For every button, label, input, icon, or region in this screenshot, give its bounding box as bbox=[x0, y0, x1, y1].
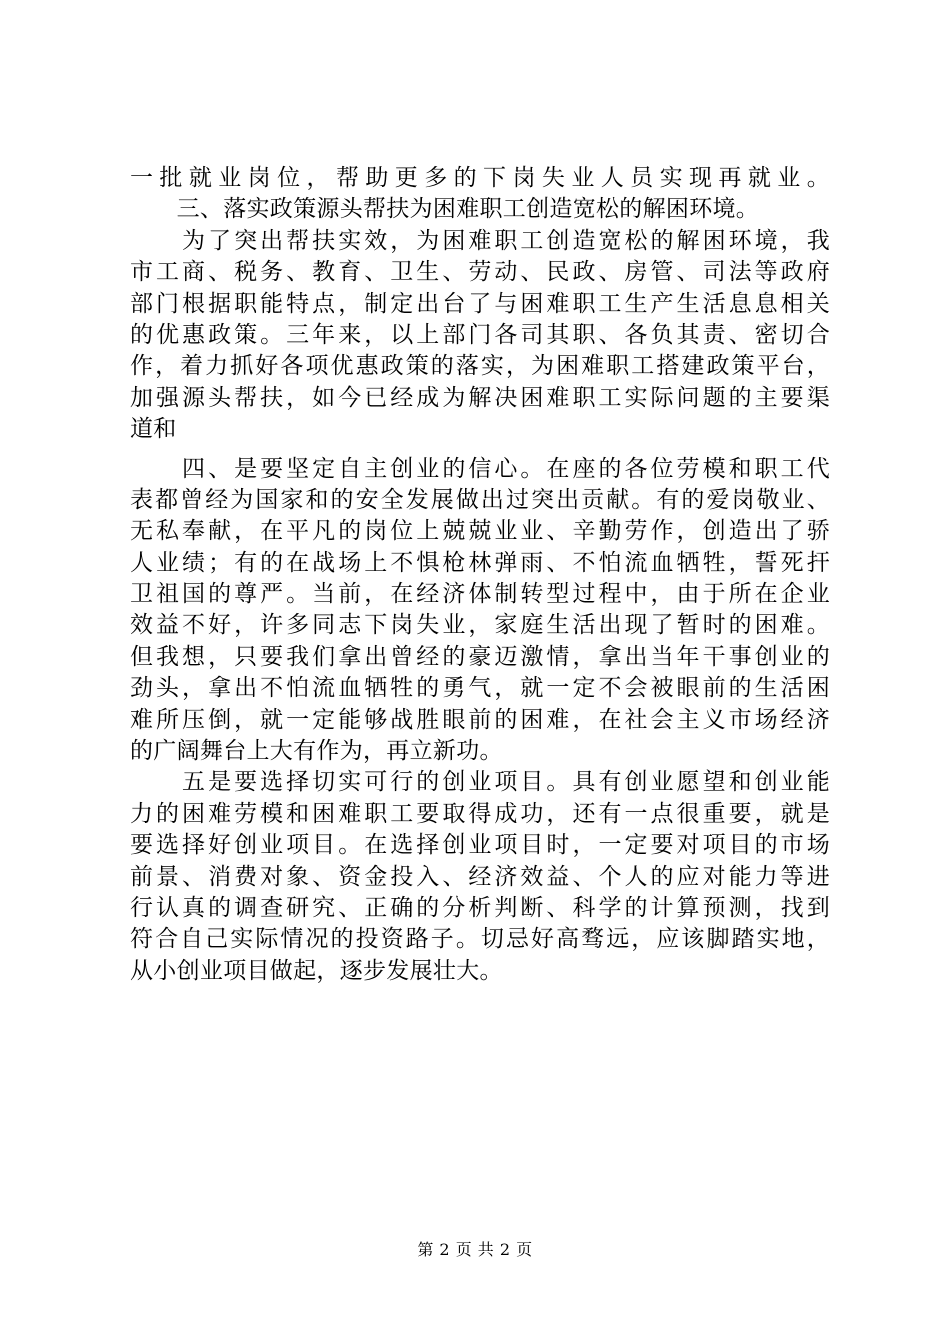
text-line: 三、落实政策源头帮扶为困难职工创造宽松的解困环境。 bbox=[130, 196, 760, 223]
text-line: 前景、消费对象、资金投入、经济效益、个人的应对能力等进 bbox=[130, 863, 830, 890]
text-line: 力的困难劳模和困难职工要取得成功，还有一点很重要，就是 bbox=[130, 800, 830, 827]
document-body bbox=[130, 163, 830, 987]
text-line: 的广阔舞台上大有作为，再立新功。 bbox=[130, 738, 503, 765]
page-number-footer: 第 2 页 共 2 页 bbox=[417, 1240, 533, 1259]
text-line: 但我想，只要我们拿出曾经的豪迈激情，拿出当年干事创业的 bbox=[130, 643, 830, 670]
text-line: 的优惠政策。三年来，以上部门各司其职、各负其责、密切合 bbox=[130, 321, 830, 348]
text-line: 加强源头帮扶，如今已经成为解决困难职工实际问题的主要渠 bbox=[130, 384, 830, 411]
text-line: 五是要选择切实可行的创业项目。具有创业愿望和创业能 bbox=[130, 769, 830, 796]
text-line: 部门根据职能特点，制定出台了与困难职工生产生活息息相关 bbox=[130, 290, 830, 317]
text-line: 四、是要坚定自主创业的信心。在座的各位劳模和职工代 bbox=[130, 455, 830, 482]
text-line: 道和 bbox=[130, 416, 177, 443]
text-line: 市工商、税务、教育、卫生、劳动、民政、房管、司法等政府 bbox=[130, 259, 830, 286]
text-line: 为了突出帮扶实效，为困难职工创造宽松的解困环境，我 bbox=[130, 227, 830, 254]
text-line: 无私奉献，在平凡的岗位上兢兢业业、辛勤劳作，创造出了骄 bbox=[130, 518, 830, 545]
text-line: 表都曾经为国家和的安全发展做出过突出贡献。有的爱岗敬业、 bbox=[130, 486, 830, 513]
text-line: 人业绩；有的在战场上不惧枪林弹雨、不怕流血牺牲，誓死扞 bbox=[130, 549, 830, 576]
text-line: 从小创业项目做起，逐步发展壮大。 bbox=[130, 957, 503, 984]
text-line: 效益不好，许多同志下岗失业，家庭生活出现了暂时的困难。 bbox=[130, 612, 830, 639]
text-line: 卫祖国的尊严。当前，在经济体制转型过程中，由于所在企业 bbox=[130, 581, 830, 608]
text-line: 难所压倒，就一定能够战胜眼前的困难，在社会主义市场经济 bbox=[130, 706, 830, 733]
text-line: 要选择好创业项目。在选择创业项目时，一定要对项目的市场 bbox=[130, 832, 830, 859]
text-line: 作，着力抓好各项优惠政策的落实，为困难职工搭建政策平台， bbox=[130, 353, 830, 380]
text-line: 一批就业岗位，帮助更多的下岗失业人员实现再就业。 bbox=[130, 165, 830, 191]
text-line: 行认真的调查研究、正确的分析判断、科学的计算预测，找到 bbox=[130, 894, 830, 921]
text-line: 劲头，拿出不怕流血牺牲的勇气，就一定不会被眼前的生活困 bbox=[130, 675, 830, 702]
text-line: 符合自己实际情况的投资路子。切忌好高骛远，应该脚踏实地， bbox=[130, 926, 830, 953]
